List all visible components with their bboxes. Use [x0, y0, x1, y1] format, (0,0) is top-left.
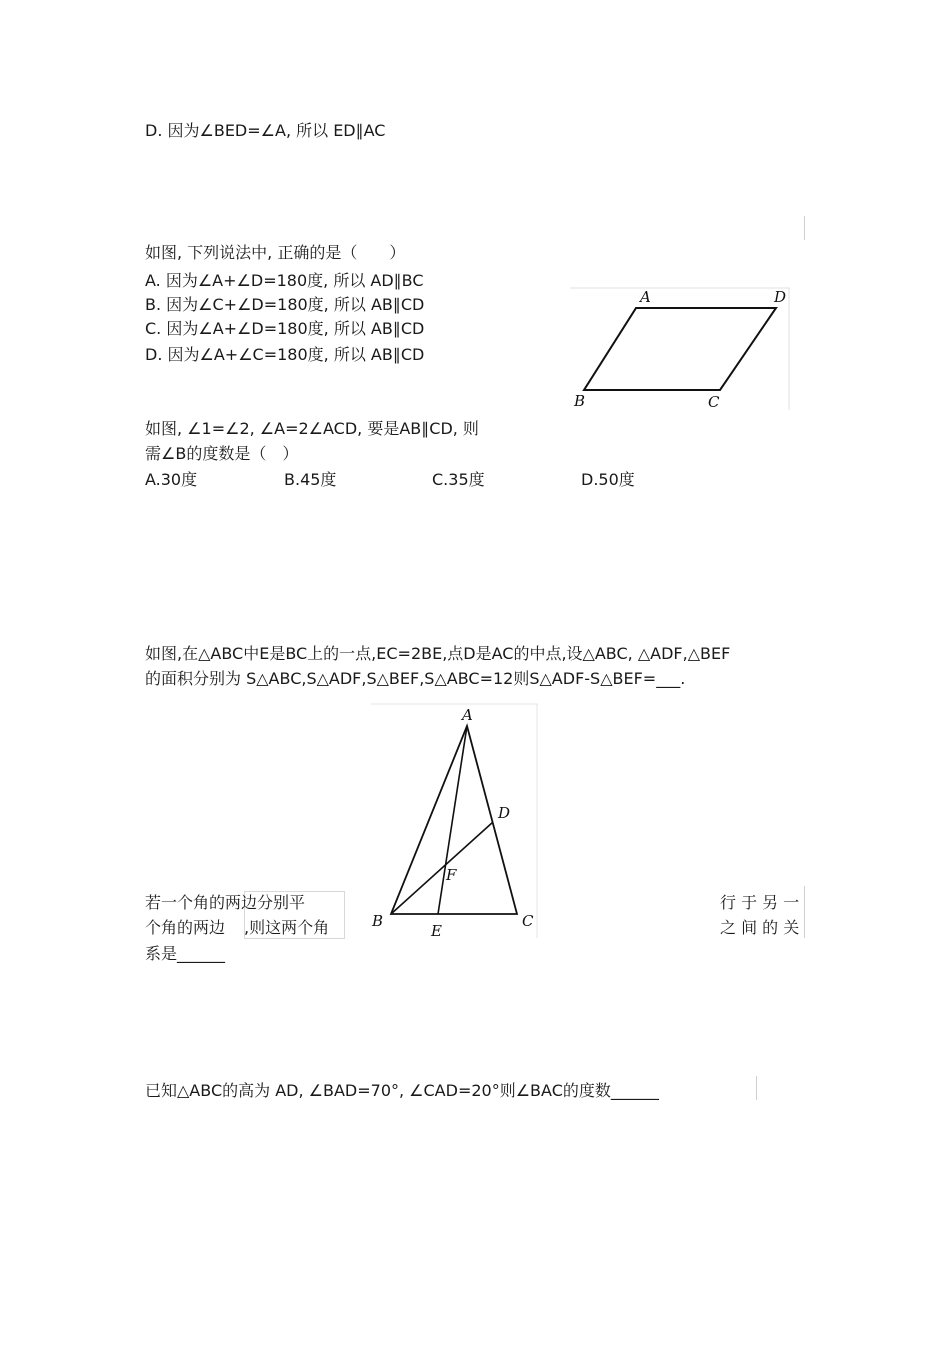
q2-line1: 如图, ∠1=∠2, ∠A=2∠ACD, 要是AB∥CD, 则 [145, 419, 479, 438]
q1-option-a: A. 因为∠A+∠D=180度, 所以 AD∥BC [145, 271, 424, 290]
label-d: D [774, 288, 787, 306]
q2-choice-c: C.35度 [432, 470, 485, 489]
q4-left-line2: 个角的两边 [145, 918, 226, 937]
q4-left-line3: 系是______ [145, 944, 226, 963]
label-c: C [708, 393, 720, 411]
q2-line2: 需∠B的度数是（ ） [145, 444, 299, 463]
label-b: B [372, 912, 384, 930]
label-e: E [431, 922, 442, 940]
label-d: D [498, 804, 511, 822]
scan-artifact-line [804, 216, 805, 240]
parallelogram-shape [584, 308, 776, 390]
label-f: F [446, 866, 457, 884]
q4-left-line1: 若一个角的两边分别平 [145, 893, 306, 912]
q1-option-c: C. 因为∠A+∠D=180度, 所以 AB∥CD [145, 319, 425, 338]
q1-option-d: D. 因为∠A+∠C=180度, 所以 AB∥CD [145, 345, 425, 364]
q3-line1: 如图,在△ABC中E是BC上的一点,EC=2BE,点D是AC的中点,设△ABC, △ADF,△BEF [145, 644, 731, 663]
triangle-figure [368, 702, 540, 942]
q2-choice-b: B.45度 [284, 470, 337, 489]
segment-bd [391, 822, 493, 914]
top-option-d: D. 因为∠BED=∠A, 所以 ED∥AC [145, 121, 386, 140]
scan-artifact-line [756, 1076, 757, 1100]
q4-right-line2: 之 间 的 关 [720, 918, 800, 937]
parallelogram-figure [568, 284, 792, 412]
label-a: A [640, 288, 651, 306]
q3-line2: 的面积分别为 S△ABC,S△ADF,S△BEF,S△ABC=12则S△ADF-S△BEF=___. [145, 669, 686, 688]
scan-artifact-line [804, 886, 805, 938]
q2-choice-a: A.30度 [145, 470, 198, 489]
q1-stem: 如图, 下列说法中, 正确的是（ ） [145, 243, 406, 262]
q4-left-line2b: ,则这两个角 [244, 918, 330, 937]
label-a: A [462, 706, 473, 724]
label-c: C [522, 912, 534, 930]
segment-ae [438, 726, 467, 914]
q2-choice-d: D.50度 [581, 470, 635, 489]
q4-right-line1: 行 于 另 一 [720, 893, 800, 912]
q1-option-b: B. 因为∠C+∠D=180度, 所以 AB∥CD [145, 295, 425, 314]
q5-text: 已知△ABC的高为 AD, ∠BAD=70°, ∠CAD=20°则∠BAC的度数______ [145, 1081, 659, 1100]
label-b: B [574, 392, 586, 410]
